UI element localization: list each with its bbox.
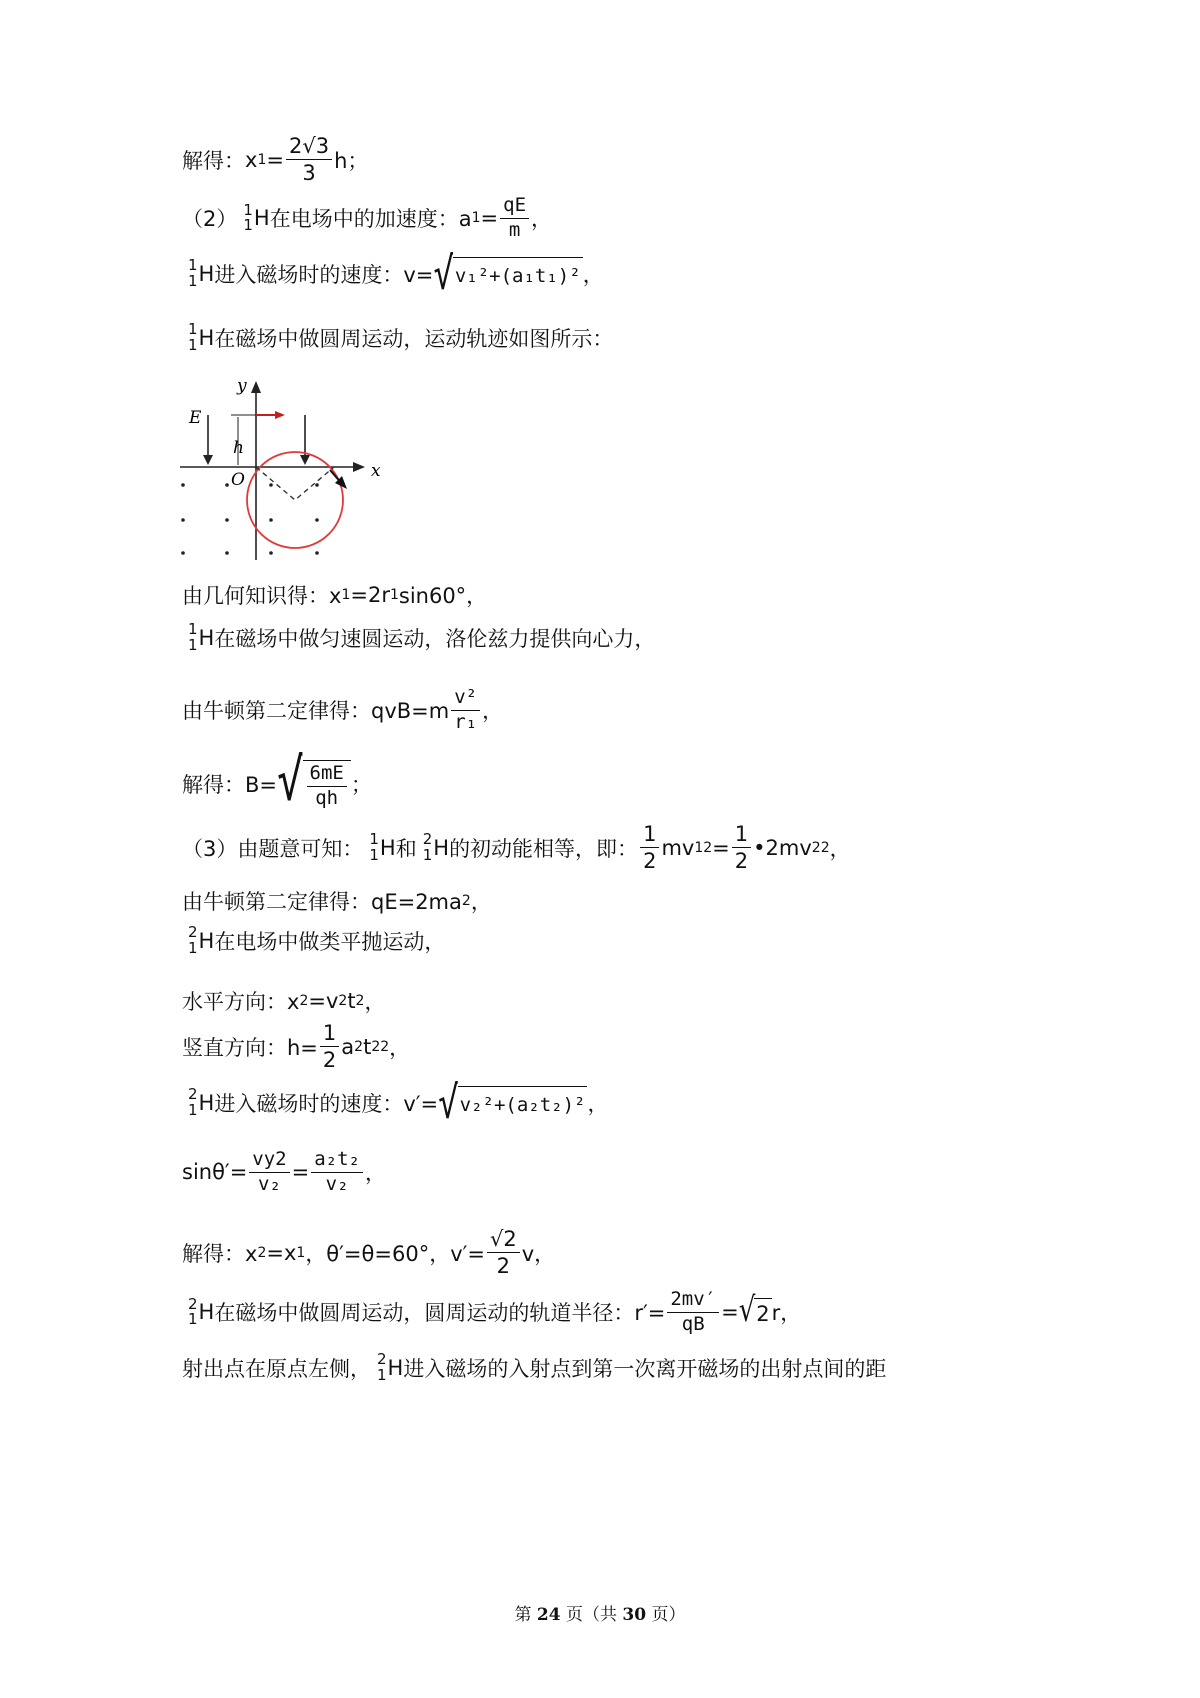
isotope-label: [188, 622, 198, 654]
text: h；: [334, 148, 369, 173]
footer-text: 第: [514, 1605, 537, 1625]
radicand: [303, 760, 351, 809]
isotope-label: [422, 829, 433, 864]
total-pages: 30: [622, 1605, 647, 1625]
mass-number: 2: [377, 1350, 387, 1368]
denominator: 2: [734, 849, 749, 874]
text: sin60°，: [398, 584, 488, 608]
subscript: 1: [694, 839, 704, 856]
eq-x1: [182, 135, 368, 184]
text: a: [341, 1034, 355, 1059]
text: 射出点在原点左侧，: [182, 1356, 371, 1381]
subscript: 1: [389, 587, 399, 603]
charge-number: 1: [188, 635, 198, 654]
construction-lines: [256, 467, 334, 500]
mass-number: 2: [188, 1294, 198, 1313]
text: =: [721, 1300, 739, 1325]
charge-number: 1: [369, 845, 379, 864]
fraction: [307, 764, 347, 809]
fraction: [311, 1150, 363, 1195]
denominator: m: [508, 218, 521, 241]
isotope-label: [188, 1087, 198, 1119]
fraction: [500, 196, 529, 241]
numerator: 1: [320, 1022, 339, 1047]
isotope-label: [188, 322, 198, 354]
y-label: y: [237, 376, 247, 396]
field-arrow-head: [203, 455, 213, 465]
fraction: [487, 1228, 520, 1277]
charge-number: 1: [188, 1310, 198, 1329]
denominator: v₂: [325, 1172, 349, 1195]
text: 解得：: [182, 148, 245, 173]
numerator: √2: [487, 1228, 520, 1253]
text: 由牛顿第二定律得：qE=2ma: [182, 890, 462, 914]
subscript: 1: [257, 151, 267, 168]
text: =: [266, 147, 284, 172]
numerator: 1: [732, 823, 751, 848]
text: t: [347, 989, 356, 1013]
numerator: 2√3: [286, 135, 332, 160]
charge-number: 1: [422, 845, 433, 864]
eq-vertical: [182, 1022, 410, 1071]
subscript: 1: [471, 210, 481, 227]
element: H: [198, 325, 215, 350]
y-axis-arrow: [251, 381, 261, 393]
element: H: [198, 1091, 215, 1115]
text: 解得：x: [182, 1241, 258, 1266]
charge-number: 1: [188, 1101, 198, 1119]
denominator: 3: [302, 161, 316, 186]
x-axis-arrow: [353, 462, 365, 472]
subscript: 1: [341, 587, 351, 603]
eq-newton-2: [182, 886, 492, 916]
e-label: E: [189, 408, 202, 428]
h-label: h: [233, 438, 244, 458]
radicand: v₁²+(a₁t₁)²: [453, 257, 583, 291]
text: 由几何知识得：x: [182, 584, 342, 608]
x-label: x: [371, 461, 381, 481]
text: 进入磁场的入射点到第一次离开磁场的出射点间的距: [403, 1356, 887, 1381]
text: ，: [587, 1092, 609, 1116]
numerator: vy2: [249, 1150, 289, 1173]
mass-number: 1: [369, 829, 379, 848]
subscript: 1: [296, 1244, 306, 1261]
denominator: qB: [681, 1312, 705, 1335]
page-footer: [0, 1600, 1200, 1625]
text: 在电场中的加速度：a: [269, 207, 472, 232]
text-exit-point: [182, 1352, 886, 1384]
isotope-label: [188, 1294, 198, 1329]
text: =: [291, 1160, 310, 1185]
element: H: [198, 1300, 215, 1325]
superscript: 2: [380, 1038, 390, 1055]
eq-result: [182, 1228, 555, 1277]
text: 进入磁场时的速度：v′=: [214, 1092, 439, 1116]
fraction: [286, 135, 332, 184]
numerator: a₂t₂: [311, 1150, 363, 1173]
subscript: 2: [371, 1038, 381, 1055]
mass-number: 2: [422, 829, 433, 848]
text: r，: [771, 1301, 802, 1326]
eq-velocity: [182, 248, 604, 300]
mass-number: 2: [188, 923, 198, 941]
numerator: v²: [451, 688, 480, 711]
element: H: [198, 928, 215, 953]
text: =2r: [350, 583, 390, 607]
footer-text: 页）: [646, 1605, 686, 1625]
text: =x: [266, 1240, 297, 1265]
text: ，: [582, 263, 604, 287]
text: ，: [389, 1035, 411, 1060]
denominator: 2: [496, 1254, 511, 1279]
isotope-label: [369, 829, 379, 864]
text: x: [245, 147, 258, 172]
square-root: [277, 747, 351, 814]
radicand: 2: [754, 1298, 771, 1326]
eq-horizontal: [182, 986, 385, 1016]
origin-label: O: [231, 470, 245, 490]
text: ，: [364, 990, 386, 1014]
text: 水平方向：x: [182, 990, 300, 1014]
superscript: 2: [820, 839, 830, 856]
text: ；: [350, 773, 372, 798]
text-lorentz: [182, 622, 655, 654]
footer-text: 页（共: [560, 1605, 623, 1625]
isotope-label: [377, 1352, 387, 1384]
eq-B: [182, 747, 372, 814]
eq-radius: [182, 1290, 801, 1335]
square-root: [738, 1291, 772, 1331]
charge-number: 1: [243, 216, 253, 235]
fraction: [320, 1022, 339, 1071]
text: sinθ′=: [182, 1160, 248, 1185]
eq-velocity-2: [182, 1077, 609, 1129]
velocity-arrow-head: [275, 411, 285, 419]
text: •2mv: [753, 835, 812, 860]
element: H: [198, 625, 215, 650]
eq-acceleration: [182, 196, 552, 241]
eq-newton: [182, 688, 503, 733]
text: 的初动能相等，即：: [449, 836, 639, 861]
page-number: 24: [536, 1605, 561, 1625]
mass-number: 1: [188, 320, 198, 338]
text: 在电场中做类平抛运动，: [214, 929, 446, 954]
numerator: 1: [640, 823, 659, 848]
charge-number: 1: [188, 938, 198, 957]
denominator: 2: [643, 849, 657, 874]
element: H: [253, 206, 270, 231]
superscript: 2: [703, 839, 713, 856]
text: ，: [531, 207, 553, 232]
text: t: [363, 1034, 372, 1059]
element: H: [387, 1355, 404, 1380]
mass-number: 1: [188, 620, 198, 638]
subscript: 2: [257, 1244, 267, 1261]
charge-number: 1: [188, 335, 198, 354]
subscript: 2: [338, 993, 348, 1009]
text-projectile: [182, 925, 445, 957]
element: H: [433, 835, 450, 860]
eq-geometry: [182, 580, 487, 610]
element: H: [198, 262, 215, 286]
text: 进入磁场时的速度：v=: [214, 263, 434, 287]
isotope-label: [188, 258, 198, 290]
radicand: v₂²+(a₂t₂)²: [458, 1086, 588, 1120]
text: v，: [521, 1241, 556, 1266]
text: 和: [395, 836, 417, 861]
charge-number: 1: [377, 1365, 387, 1384]
trajectory-diagram: [175, 375, 390, 565]
mass-number: 2: [188, 1085, 198, 1104]
isotope-label: [188, 925, 198, 957]
text: 在磁场中做匀速圆运动，洛伦兹力提供向心力，: [214, 626, 656, 651]
denominator: v₂: [258, 1172, 281, 1195]
radical-sign: √: [277, 747, 304, 814]
text: ，: [482, 699, 504, 724]
mass-number: 1: [188, 256, 198, 275]
text: （2）: [182, 207, 238, 232]
fraction: [451, 688, 480, 733]
isotope-label: [243, 200, 253, 235]
mass-number: 1: [243, 200, 253, 219]
fraction: [667, 1290, 719, 1335]
fraction: [640, 823, 659, 872]
square-root: [433, 248, 582, 300]
numerator: 2mv′: [667, 1290, 719, 1313]
radical-sign: √: [433, 248, 454, 300]
text: =v: [308, 989, 339, 1013]
charge-number: 1: [188, 272, 198, 290]
square-root: [438, 1077, 587, 1129]
numerator: qE: [500, 196, 529, 219]
text: 在磁场中做圆周运动，运动轨迹如图所示：: [214, 326, 614, 351]
subscript: 2: [299, 993, 309, 1009]
text: ，θ′=θ=60°，v′=: [305, 1241, 485, 1266]
eq-sin: [182, 1150, 386, 1195]
subscript: 2: [461, 893, 471, 909]
element: H: [379, 835, 396, 860]
text: 竖直方向：h=: [182, 1035, 318, 1060]
subscript: 2: [355, 993, 365, 1009]
text: ，: [829, 836, 851, 861]
text: 在磁场中做圆周运动，圆周运动的轨道半径：r′=: [214, 1301, 666, 1326]
text: ，: [365, 1161, 386, 1186]
text-circular-motion: [182, 322, 613, 354]
text: 解得：B=: [182, 773, 278, 798]
text: =: [480, 206, 499, 231]
fraction: [732, 823, 751, 872]
text: 由牛顿第二定律得：qvB=m: [182, 699, 450, 724]
text: ，: [470, 890, 492, 914]
radical-sign: √: [738, 1291, 756, 1331]
subscript: 2: [354, 1038, 364, 1055]
denominator: 2: [322, 1048, 337, 1073]
subscript: 2: [811, 839, 821, 856]
text: （3）由题意可知：: [182, 836, 364, 861]
text: mv: [661, 835, 695, 860]
denominator: qh: [315, 786, 339, 809]
numerator: 6mE: [307, 764, 347, 787]
text: =: [712, 835, 730, 860]
field-arrow-head: [300, 455, 310, 465]
eq-kinetic-energy: [182, 823, 851, 872]
radical-sign: √: [438, 1077, 459, 1129]
denominator: r₁: [454, 710, 478, 733]
fraction: [249, 1150, 289, 1195]
